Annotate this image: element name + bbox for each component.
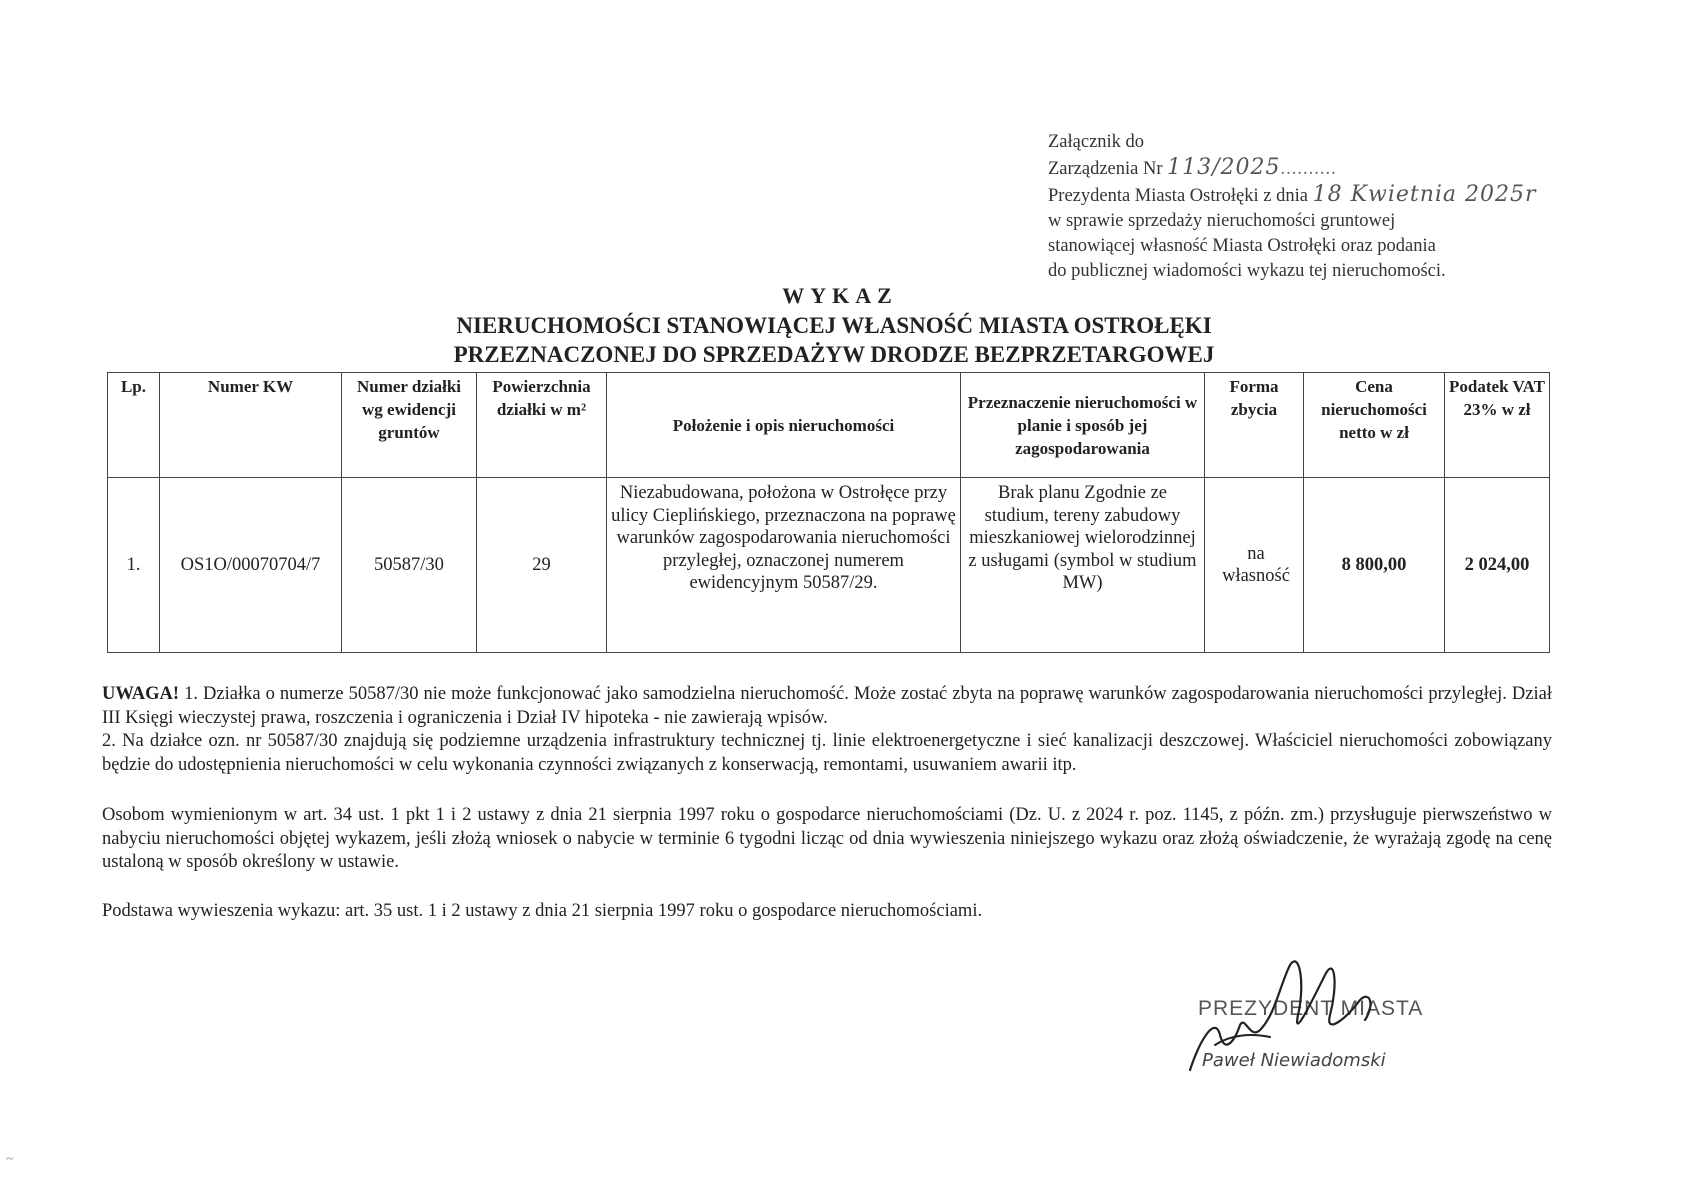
cell-lp: 1.	[108, 478, 160, 653]
annex-line-5: stanowiącej własność Miasta Ostrołęki oraz podania	[1048, 236, 1436, 256]
signature-title: PREZYDENT MIASTA	[1198, 997, 1424, 1020]
annex-line-1: Załącznik do	[1048, 132, 1145, 152]
title-line-3: PRZEZNACZONEJ DO SPRZEDAŻYW DRODZE BEZPRZETARGOWEJ	[453, 342, 1215, 367]
table-header-row	[108, 373, 1550, 478]
header-opis: Położenie i opis nieruchomości	[607, 373, 961, 478]
header-lp: Lp.	[108, 373, 160, 478]
annex-line-2: Zarządzenia Nr 113/2025..........	[1048, 155, 1337, 180]
cell-kw: OS1O/00070704/7	[160, 478, 342, 653]
document-subtitle-1	[0, 313, 1684, 339]
uwaga-text: 1. Działka o numerze 50587/30 nie może funkcjonować jako samodzielna nieruchomość. Może zostać zbyta na poprawę warunków zagospodarowania nieruchomości przyległej. Dział III Księgi wieczystej prawa, roszczenia i ograniczenia i Dział IV hipoteka - nie zawierają wpisów.	[102, 684, 1552, 728]
header-cena: Cena nieruchomości netto w zł	[1304, 373, 1445, 478]
order-number-handwritten: 113/2025	[1167, 155, 1281, 180]
document-subtitle-2	[0, 342, 1684, 368]
header-vat: Podatek VAT 23% w zł	[1445, 373, 1550, 478]
cell-forma: na własność	[1205, 478, 1304, 653]
header-dzialka: Numer działki wg ewidencji gruntów	[342, 373, 477, 478]
title-line-1: WYKAZ	[782, 283, 898, 308]
property-table	[107, 372, 1550, 653]
annex-header	[1048, 130, 1648, 284]
annex-date-label: Prezydenta Miasta Ostrołęki z dnia	[1048, 186, 1308, 206]
cell-dzialka: 50587/30	[342, 478, 477, 653]
basis-paragraph: Podstawa wywieszenia wykazu: art. 35 ust. 1 i 2 ustawy z dnia 21 sierpnia 1997 roku o gospodarce nieruchomościami.	[102, 901, 983, 921]
note-1	[102, 683, 1552, 730]
header-forma: Forma zbycia	[1205, 373, 1304, 478]
cell-powierzchnia: 29	[477, 478, 607, 653]
header-powierzchnia: Powierzchnia działki w m²	[477, 373, 607, 478]
scan-mark: ~	[6, 1152, 14, 1167]
uwaga-label: UWAGA!	[102, 684, 180, 704]
title-line-2: NIERUCHOMOŚCI STANOWIĄCEJ WŁASNOŚĆ MIASTA OSTROŁĘKI	[456, 313, 1212, 338]
header-kw: Numer KW	[160, 373, 342, 478]
cell-przeznaczenie: Brak planu Zgodnie ze studium, tereny zabudowy mieszkaniowej wielorodzinnej z usługami (symbol w studium MW)	[961, 478, 1205, 653]
date-handwritten: 18 Kwietnia 2025r	[1312, 182, 1537, 207]
signature-name: Paweł Niewiadomski	[1202, 1050, 1386, 1071]
document-title	[0, 283, 1684, 309]
annex-line-4: w sprawie sprzedaży nieruchomości gruntowej	[1048, 211, 1396, 231]
annex-order-label: Zarządzenia Nr	[1048, 159, 1163, 179]
note-2: 2. Na działce ozn. nr 50587/30 znajdują się podziemne urządzenia infrastruktury technicznej tj. linie elektroenergetyczne i sieć kanalizacji deszczowej. Właściciel nieruchomości zobowiązany będzie do udostępnienia nieruchomości w celu wykonania czynności związanych z konserwacją, remontami, usuwaniem awarii itp.	[102, 731, 1552, 775]
priority-paragraph: Osobom wymienionym w art. 34 ust. 1 pkt 1 i 2 ustawy z dnia 21 sierpnia 1997 roku o gospodarce nieruchomościami (Dz. U. z 2024 r. poz. 1145, z późn. zm.) przysługuje pierwszeństwo w nabyciu nieruchomości objętej wykazem, jeśli złożą wniosek o nabycie w terminie 6 tygodni licząc od dnia wywieszenia niniejszego wykazu oraz złożą oświadczenie, że wyrażają zgodę na cenę ustaloną w sposób określony w ustawie.	[102, 805, 1552, 872]
cell-opis: Niezabudowana, położona w Ostrołęce przy ulicy Cieplińskiego, przeznaczona na poprawę warunków zagospodarowania nieruchomości przyległej, oznaczonej numerem ewidencyjnym 50587/29.	[607, 478, 961, 653]
cell-vat: 2 024,00	[1445, 478, 1550, 653]
handwritten-signature-icon	[1160, 945, 1460, 1085]
header-przeznaczenie: Przeznaczenie nieruchomości w planie i sposób jej zagospodarowania	[961, 373, 1205, 478]
cell-cena: 8 800,00	[1304, 478, 1445, 653]
signature-block	[1160, 945, 1460, 1085]
notes-section	[102, 683, 1552, 777]
annex-line-3	[1048, 182, 1648, 209]
table-row	[108, 478, 1550, 653]
annex-line-6: do publicznej wiadomości wykazu tej nieruchomości.	[1048, 261, 1446, 281]
